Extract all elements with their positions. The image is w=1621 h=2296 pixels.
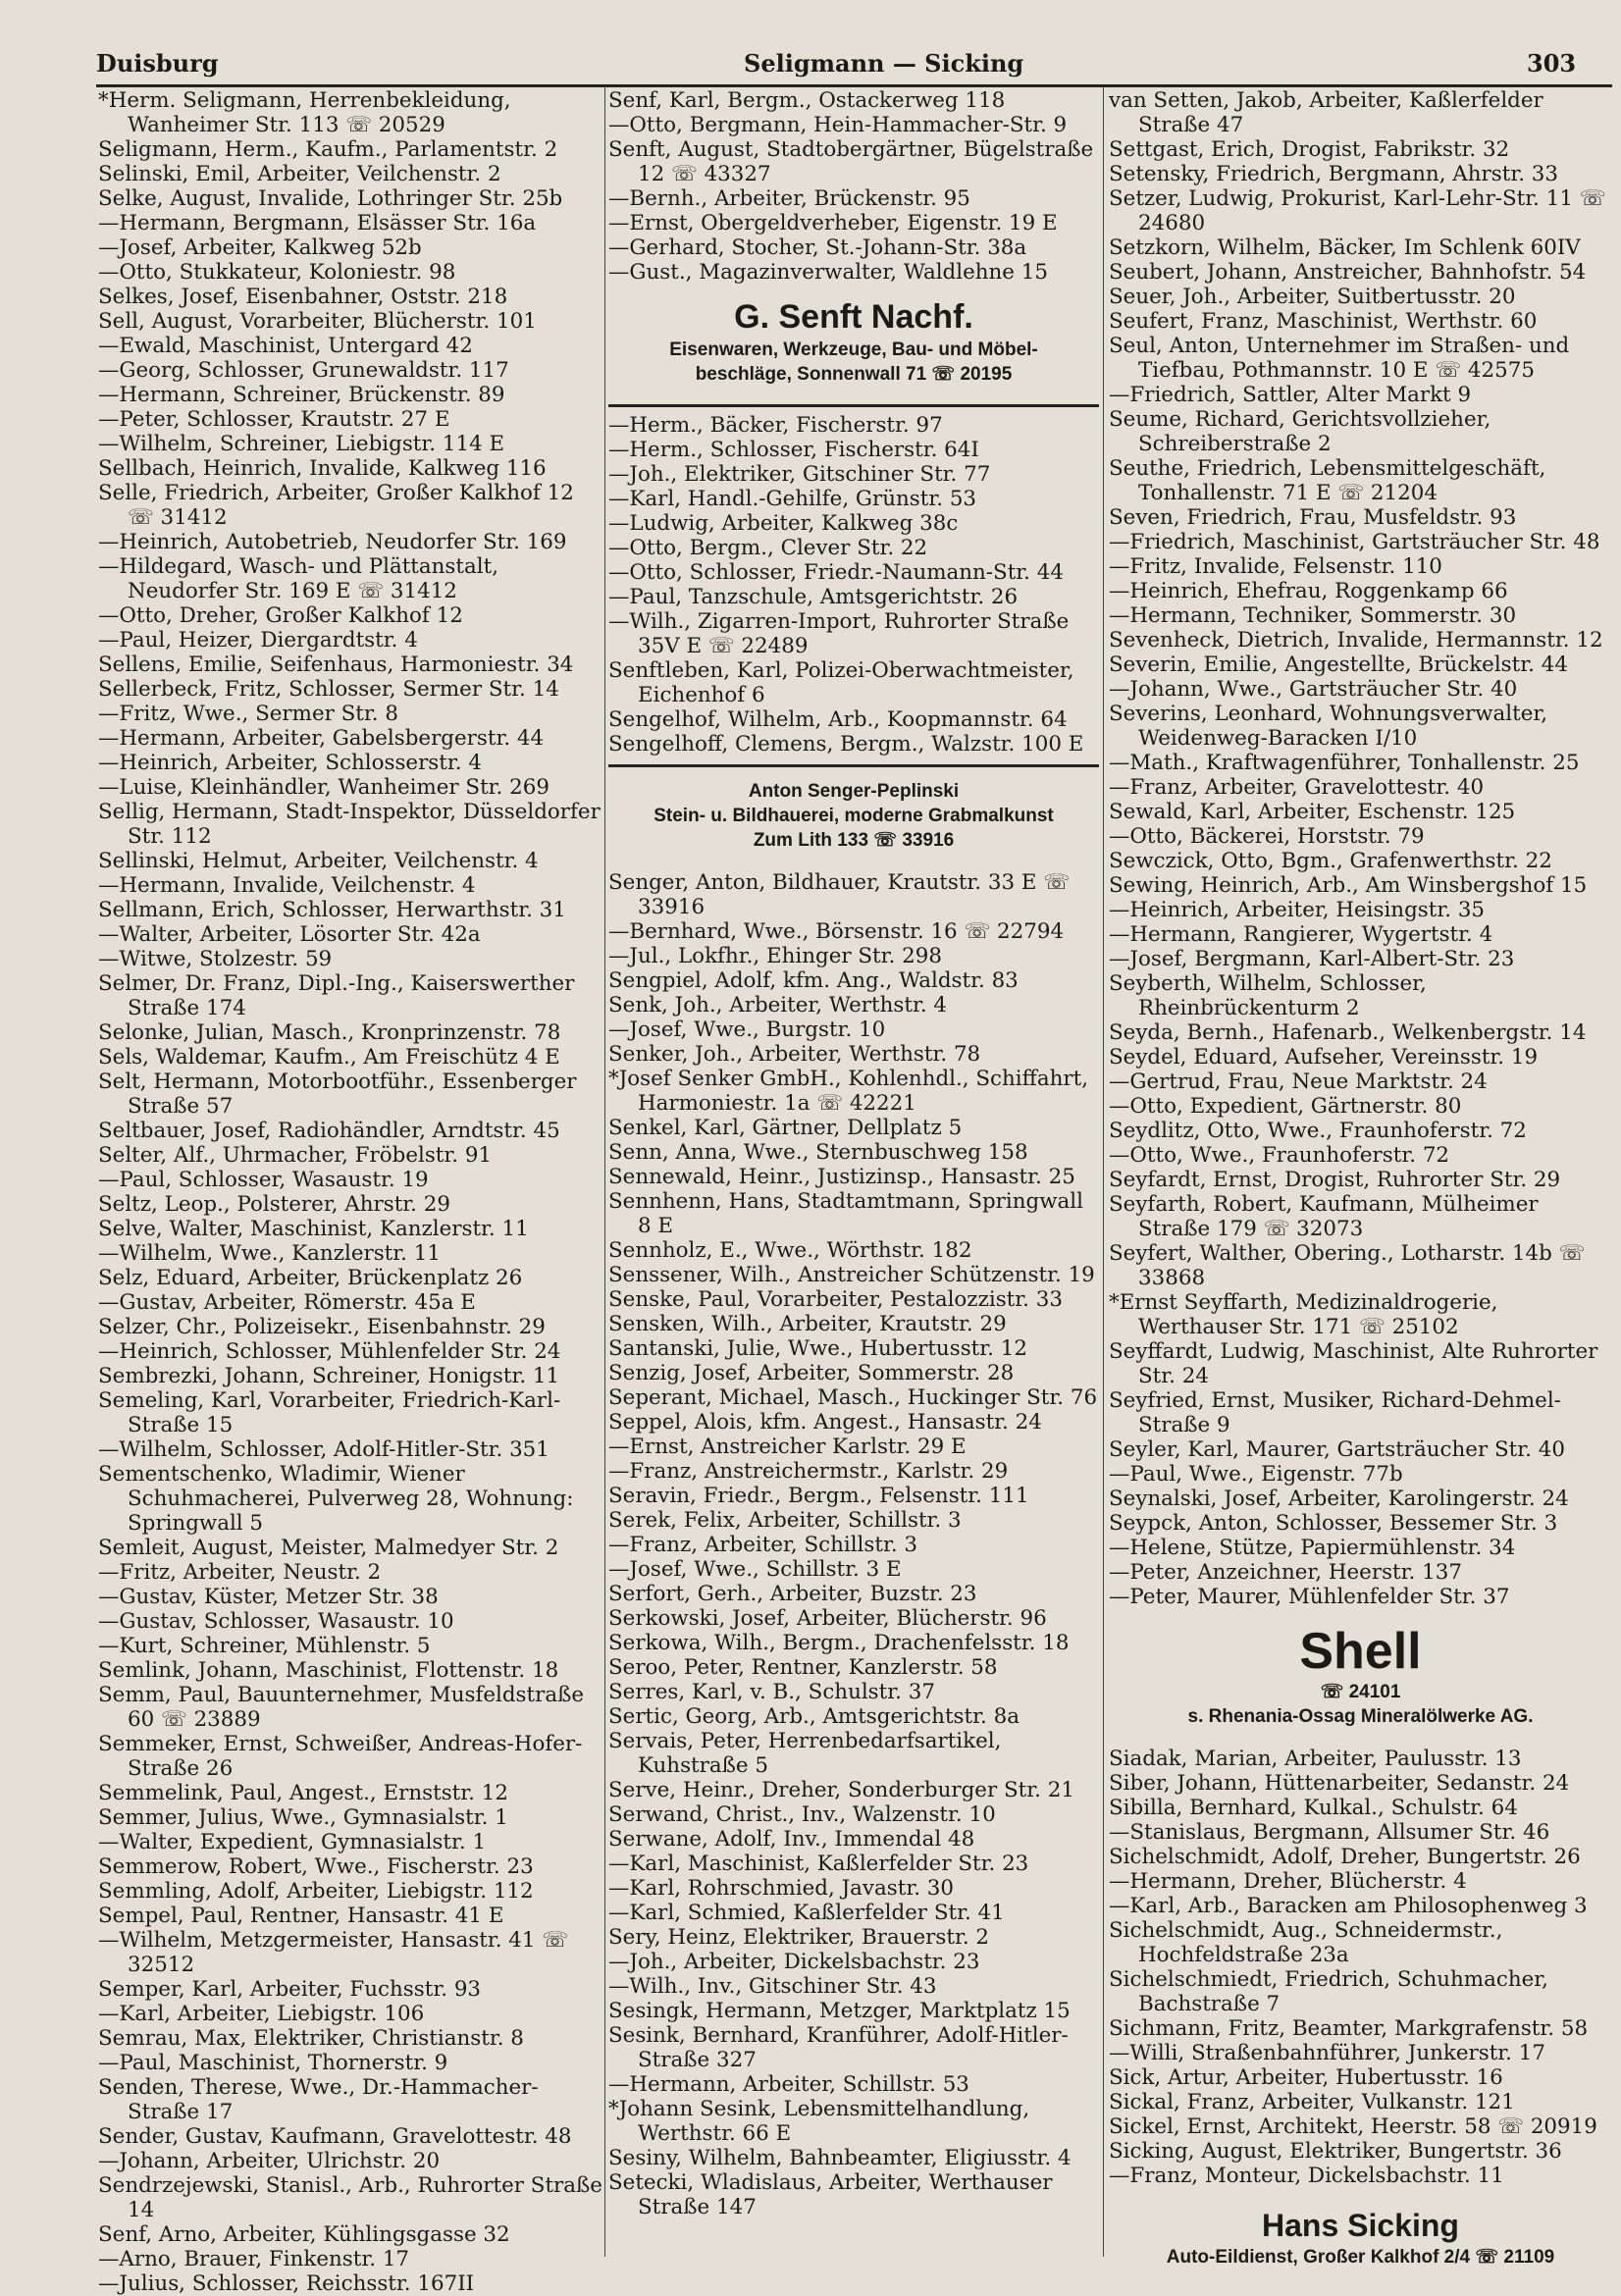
directory-entry: Severin, Emilie, Angestellte, Brückelstr. 44	[1109, 652, 1568, 677]
directory-entry: —Math., Kraftwagenführer, Tonhallenstr. 25	[1109, 751, 1580, 775]
header-range: Seligmann — Sicking	[744, 49, 1024, 78]
ad-senger-line1: Stein- u. Bildhauerei, moderne Grabmalkunst	[654, 806, 1054, 826]
directory-entry: Seynalski, Josef, Arbeiter, Karolingerstr. 24	[1109, 1487, 1569, 1511]
directory-entry: —Otto, Stukkateur, Koloniestr. 98	[98, 260, 456, 285]
header-city: Duisburg	[96, 49, 219, 78]
directory-entry: —Wilh., Zigarren-Import, Ruhrorter Straße 35V E ☏ 22489	[608, 609, 1070, 658]
directory-entry: Selle, Friedrich, Arbeiter, Großer Kalkhof 12 ☏ 31412	[98, 481, 574, 530]
directory-entry: Senft, August, Stadtobergärtner, Bügelstraße 12 ☏ 43327	[608, 137, 1094, 186]
directory-entry: Seravin, Friedr., Bergm., Felsenstr. 111	[608, 1484, 1029, 1508]
directory-entry: —Franz, Arbeiter, Gravelottestr. 40	[1109, 775, 1485, 800]
directory-entry: *Ernst Seyffarth, Medizinaldrogerie, Werthauser Str. 171 ☏ 25102	[1109, 1290, 1498, 1339]
directory-entry: Sewald, Karl, Arbeiter, Eschenstr. 125	[1109, 800, 1516, 824]
directory-entry: —Friedrich, Sattler, Alter Markt 9	[1109, 383, 1472, 407]
directory-entry: —Ewald, Maschinist, Untergard 42	[98, 334, 473, 358]
column-1	[98, 88, 606, 2296]
entry-list	[1109, 1747, 1612, 2188]
ad-sicking	[1109, 2206, 1612, 2270]
ad-senft	[608, 296, 1099, 387]
directory-entry: Senn, Anna, Wwe., Sternbuschweg 158	[608, 1140, 1028, 1165]
directory-entry: Setecki, Wladislaus, Arbeiter, Werthauser Straße 147	[608, 2170, 1053, 2219]
directory-entry: Sickel, Ernst, Architekt, Heerstr. 58 ☏ 20919	[1109, 2114, 1597, 2139]
directory-entry: —Ludwig, Arbeiter, Kalkweg 38c	[608, 511, 959, 536]
ad-sicking-line: Auto-Eildienst, Großer Kalkhof 2/4 ☏ 21109	[1166, 2247, 1555, 2268]
entry-list	[608, 88, 1099, 285]
ad-shell-line: s. Rhenania-Ossag Mineralölwerke AG.	[1187, 1706, 1534, 1727]
directory-entry: Seydlitz, Otto, Wwe., Fraunhoferstr. 72	[1109, 1119, 1527, 1143]
directory-entry: —Julius, Schlosser, Reichsstr. 167II	[98, 2271, 475, 2296]
ad-senger	[608, 779, 1099, 853]
directory-entry: Sery, Heinz, Elektriker, Brauerstr. 2	[608, 1925, 990, 1950]
directory-entry: Serkowski, Josef, Arbeiter, Blücherstr. 96	[608, 1606, 1047, 1631]
directory-entry: *Herm. Seligmann, Herrenbekleidung, Wanheimer Str. 113 ☏ 20529	[98, 88, 511, 137]
directory-entry: Setzer, Ludwig, Prokurist, Karl-Lehr-Str. 11 ☏ 24680	[1109, 186, 1606, 235]
directory-entry: —Heinrich, Arbeiter, Schlosserstr. 4	[98, 751, 482, 775]
directory-entry: —Gertrud, Frau, Neue Marktstr. 24	[1109, 1070, 1488, 1094]
directory-entry: —Joh., Arbeiter, Dickelsbachstr. 23	[608, 1950, 980, 1974]
directory-entry: Selter, Alf., Uhrmacher, Fröbelstr. 91	[98, 1143, 493, 1168]
directory-entry: —Hermann, Arbeiter, Schillstr. 53	[608, 2072, 969, 2097]
directory-entry: Seyffardt, Ludwig, Maschinist, Alte Ruhrorter Str. 24	[1109, 1339, 1598, 1388]
directory-entry: —Gustav, Arbeiter, Römerstr. 45a E	[98, 1290, 476, 1315]
directory-entry: Servais, Peter, Herrenbedarfsartikel, Kuhstraße 5	[608, 1729, 1002, 1778]
directory-entry: Seyberth, Wilhelm, Schlosser, Rheinbrückenturm 2	[1109, 971, 1427, 1020]
directory-entry: —Johann, Arbeiter, Ulrichstr. 20	[98, 2149, 441, 2173]
directory-entry: Sertic, Georg, Arb., Amtsgerichtstr. 8a	[608, 1704, 1020, 1729]
directory-entry: —Fritz, Invalide, Felsenstr. 110	[1109, 554, 1442, 579]
directory-entry: —Otto, Dreher, Großer Kalkhof 12	[98, 603, 463, 628]
directory-entry: —Ernst, Obergeldverheber, Eigenstr. 19 E	[608, 211, 1058, 235]
ad-senft-line2: beschläge, Sonnenwall 71 ☏ 20195	[695, 364, 1013, 385]
directory-entry: —Franz, Arbeiter, Schillstr. 3	[608, 1533, 918, 1557]
directory-entry: Sennewald, Heinr., Justizinsp., Hansastr. 25	[608, 1165, 1075, 1189]
directory-entry: —Wilhelm, Metzgermeister, Hansastr. 41 ☏ 32512	[98, 1928, 569, 1977]
directory-entry: Senf, Arno, Arbeiter, Kühlingsgasse 32	[98, 2222, 510, 2247]
ad-senft-line1: Eisenwaren, Werkzeuge, Bau- und Möbel-	[669, 339, 1038, 360]
directory-entry: Seroo, Peter, Rentner, Kanzlerstr. 58	[608, 1655, 998, 1680]
directory-entry: —Fritz, Wwe., Sermer Str. 8	[98, 702, 398, 726]
directory-entry: Serek, Felix, Arbeiter, Schillstr. 3	[608, 1508, 962, 1533]
directory-entry: Sendrzejewski, Stanisl., Arb., Ruhrorter Straße 14	[98, 2173, 602, 2222]
directory-entry: Seppel, Alois, kfm. Angest., Hansastr. 24	[608, 1410, 1042, 1435]
directory-entry: —Hermann, Dreher, Blücherstr. 4	[1109, 1869, 1467, 1894]
directory-entry: Sewczick, Otto, Bgm., Grafenwerthstr. 22	[1109, 849, 1552, 873]
directory-entry: Serfort, Gerh., Arbeiter, Buzstr. 23	[608, 1582, 977, 1606]
directory-entry: —Georg, Schlosser, Grunewaldstr. 117	[98, 358, 509, 383]
shell-logo-text: Shell	[1299, 1623, 1422, 1680]
directory-entry: —Paul, Schlosser, Wasaustr. 19	[98, 1168, 429, 1192]
directory-entry: Seyfried, Ernst, Musiker, Richard-Dehmel-Straße 9	[1109, 1388, 1561, 1437]
directory-entry: —Josef, Wwe., Schillstr. 3 E	[608, 1557, 902, 1582]
directory-entry: Serwand, Christ., Inv., Walzenstr. 10	[608, 1802, 996, 1827]
directory-entry: Sichmann, Fritz, Beamter, Markgrafenstr. 58	[1109, 2016, 1589, 2041]
directory-entry: —Heinrich, Schlosser, Mühlenfelder Str. 24	[98, 1339, 561, 1364]
directory-entry: Semm, Paul, Bauunternehmer, Musfeldstraße 60 ☏ 23889	[98, 1683, 585, 1732]
directory-entry: —Heinrich, Autobetrieb, Neudorfer Str. 169	[98, 530, 567, 554]
directory-entry: Seperant, Michael, Masch., Huckinger Str. 76	[608, 1385, 1098, 1410]
directory-entry: Seltz, Leop., Polsterer, Ahrstr. 29	[98, 1192, 451, 1217]
ad-divider	[608, 404, 1099, 407]
directory-entry: —Luise, Kleinhändler, Wanheimer Str. 269	[98, 775, 549, 800]
directory-entry: —Ernst, Anstreicher Karlstr. 29 E	[608, 1435, 967, 1459]
directory-entry: Sichelschmidt, Adolf, Dreher, Bungertstr. 26	[1109, 1845, 1581, 1869]
directory-entry: Selve, Walter, Maschinist, Kanzlerstr. 11	[98, 1217, 529, 1241]
header-rule	[96, 84, 1612, 87]
directory-entry: Setensky, Friedrich, Bergmann, Ahrstr. 33	[1109, 162, 1559, 186]
directory-entry: —Otto, Wwe., Fraunhoferstr. 72	[1109, 1143, 1450, 1168]
directory-entry: —Willi, Straßenbahnführer, Junkerstr. 17	[1109, 2041, 1545, 2065]
directory-entry: —Helene, Stütze, Papiermühlenstr. 34	[1109, 1536, 1516, 1560]
directory-entry: —Karl, Arbeiter, Liebigstr. 106	[98, 2002, 425, 2026]
directory-entry: —Paul, Wwe., Eigenstr. 77b	[1109, 1462, 1403, 1487]
directory-entry: —Herm., Bäcker, Fischerstr. 97	[608, 413, 943, 438]
directory-entry: —Franz, Monteur, Dickelsbachstr. 11	[1109, 2164, 1504, 2188]
directory-entry: Sibilla, Bernhard, Kulkal., Schulstr. 64	[1109, 1796, 1518, 1820]
directory-entry: Serve, Heinr., Dreher, Sonderburger Str. 21	[608, 1778, 1074, 1802]
directory-entry: —Hermann, Arbeiter, Gabelsbergerstr. 44	[98, 726, 545, 751]
directory-entry: Siber, Johann, Hüttenarbeiter, Sedanstr. 24	[1109, 1771, 1570, 1796]
directory-entry: Sell, August, Vorarbeiter, Blücherstr. 101	[98, 309, 537, 334]
directory-entry: —Karl, Maschinist, Kaßlerfelder Str. 23	[608, 1852, 1029, 1876]
directory-entry: —Hermann, Rangierer, Wygertstr. 4	[1109, 922, 1493, 947]
directory-entry: Senger, Anton, Bildhauer, Krautstr. 33 E ☏ 33916	[608, 870, 1071, 919]
directory-entry: —Joh., Elektriker, Gitschiner Str. 77	[608, 462, 991, 487]
directory-entry: Sensken, Wilh., Arbeiter, Krautstr. 29	[608, 1312, 1007, 1336]
ad-senger-line2: Zum Lith 133 ☏ 33916	[753, 830, 955, 851]
directory-entry: Sennhenn, Hans, Stadtamtmann, Springwall 8 E	[608, 1189, 1083, 1238]
directory-entry: —Bernhard, Wwe., Börsenstr. 16 ☏ 22794	[608, 919, 1065, 944]
directory-entry: Serwane, Adolf, Inv., Immendal 48	[608, 1827, 975, 1852]
directory-entry: Semmling, Adolf, Arbeiter, Liebigstr. 112	[98, 1879, 534, 1904]
directory-entry: Seypck, Anton, Schlosser, Bessemer Str. 3	[1109, 1511, 1558, 1536]
directory-entry: —Gustav, Küster, Metzer Str. 38	[98, 1585, 439, 1609]
directory-entry: Semper, Karl, Arbeiter, Fuchsstr. 93	[98, 1977, 482, 2002]
directory-entry: Senske, Paul, Vorarbeiter, Pestalozzistr. 33	[608, 1287, 1063, 1312]
directory-entry: Selkes, Josef, Eisenbahner, Oststr. 218	[98, 285, 508, 309]
directory-entry: Selonke, Julian, Masch., Kronprinzenstr. 78	[98, 1020, 561, 1045]
directory-entry: Sempel, Paul, Rentner, Hansastr. 41 E	[98, 1904, 504, 1928]
directory-entry: Sellmann, Erich, Schlosser, Herwarthstr. 31	[98, 898, 566, 922]
directory-entry: Semleit, August, Meister, Malmedyer Str. 2	[98, 1536, 559, 1560]
directory-entry: Senf, Karl, Bergm., Ostackerweg 118	[608, 88, 1006, 113]
directory-entry: Sichelschmiedt, Friedrich, Schuhmacher, Bachstraße 7	[1109, 1967, 1548, 2016]
directory-entry: —Johann, Wwe., Gartsträucher Str. 40	[1109, 677, 1518, 702]
ad-shell	[1109, 1623, 1612, 1729]
directory-entry: —Peter, Anzeichner, Heerstr. 137	[1109, 1560, 1462, 1585]
directory-entry: Severins, Leonhard, Wohnungsverwalter, Weidenweg-Baracken I/10	[1109, 702, 1548, 751]
directory-entry: Seume, Richard, Gerichtsvollzieher, Schreiberstraße 2	[1109, 407, 1491, 456]
directory-entry: Seul, Anton, Unternehmer im Straßen- und Tiefbau, Pothmannstr. 10 E ☏ 42575	[1109, 334, 1570, 383]
directory-entry: Senden, Therese, Wwe., Dr.-Hammacher-Straße 17	[98, 2075, 539, 2124]
directory-entry: —Wilhelm, Schreiner, Liebigstr. 114 E	[98, 432, 505, 456]
directory-entry: Sementschenko, Wladimir, Wiener Schuhmacherei, Pulverweg 28, Wohnung: Springwall 5	[98, 1462, 574, 1536]
directory-entry: —Paul, Heizer, Diergardtstr. 4	[98, 628, 418, 652]
directory-entry: —Karl, Handl.-Gehilfe, Grünstr. 53	[608, 487, 977, 511]
directory-entry: —Wilhelm, Schlosser, Adolf-Hitler-Str. 351	[98, 1437, 549, 1462]
directory-entry: Semmelink, Paul, Angest., Ernststr. 12	[98, 1781, 508, 1805]
directory-entry: Sembrezki, Johann, Schreiner, Honigstr. 11	[98, 1364, 560, 1388]
directory-entry: Sellinski, Helmut, Arbeiter, Veilchenstr. 4	[98, 849, 539, 873]
directory-entry: —Karl, Rohrschmied, Javastr. 30	[608, 1876, 955, 1901]
directory-entry: Senftleben, Karl, Polizei-Oberwachtmeister, Eichenhof 6	[608, 658, 1074, 707]
directory-entry: —Walter, Arbeiter, Lösorter Str. 42a	[98, 922, 481, 947]
directory-entry: Seven, Friedrich, Frau, Musfeldstr. 93	[1109, 505, 1517, 530]
directory-entry: Seltbauer, Josef, Radiohändler, Arndtstr. 45	[98, 1119, 560, 1143]
directory-entry: Seuthe, Friedrich, Lebensmittelgeschäft, Tonhallenstr. 71 E ☏ 21204	[1109, 456, 1546, 505]
ad-senft-name: G. Senft Nachf.	[734, 298, 973, 336]
directory-entry: —Heinrich, Arbeiter, Heisingstr. 35	[1109, 898, 1486, 922]
directory-entry: *Josef Senker GmbH., Kohlenhdl., Schiffahrt, Harmoniestr. 1a ☏ 42221	[608, 1067, 1088, 1116]
directory-entry: —Peter, Schlosser, Krautstr. 27 E	[98, 407, 450, 432]
entry-list	[1109, 88, 1612, 1609]
directory-entry: Seligmann, Herm., Kaufm., Parlamentstr. 2	[98, 137, 558, 162]
directory-entry: Seuer, Joh., Arbeiter, Suitbertusstr. 20	[1109, 285, 1516, 309]
entry-list	[98, 88, 606, 2296]
directory-entry: —Franz, Anstreichermstr., Karlstr. 29	[608, 1459, 1009, 1484]
directory-entry: —Otto, Expedient, Gärtnerstr. 80	[1109, 1094, 1462, 1119]
directory-entry: —Karl, Arb., Baracken am Philosophenweg 3	[1109, 1894, 1588, 1918]
directory-entry: Seyfert, Walther, Obering., Lotharstr. 14b ☏ 33868	[1109, 1241, 1586, 1290]
entry-list	[608, 870, 1099, 2219]
directory-entry: Settgast, Erich, Drogist, Fabrikstr. 32	[1109, 137, 1510, 162]
directory-entry: —Karl, Schmied, Kaßlerfelder Str. 41	[608, 1901, 1005, 1925]
directory-entry: —Hermann, Bergmann, Elsässer Str. 16a	[98, 211, 537, 235]
directory-entry: —Fritz, Arbeiter, Neustr. 2	[98, 1560, 382, 1585]
directory-entry: —Otto, Bäckerei, Horststr. 79	[1109, 824, 1425, 849]
directory-entry: —Otto, Schlosser, Friedr.-Naumann-Str. 44	[608, 560, 1064, 585]
directory-entry: Sesiny, Wilhelm, Bahnbeamter, Eligiusstr. 4	[608, 2146, 1072, 2170]
directory-entry: Seydel, Eduard, Aufseher, Vereinsstr. 19	[1109, 1045, 1539, 1070]
directory-entry: Sender, Gustav, Kaufmann, Gravelottestr. 48	[98, 2124, 572, 2149]
directory-entry: —Josef, Bergmann, Karl-Albert-Str. 23	[1109, 947, 1515, 971]
directory-entry: Senk, Joh., Arbeiter, Werthstr. 4	[608, 993, 948, 1018]
directory-entry: Semeling, Karl, Vorarbeiter, Friedrich-Karl-Straße 15	[98, 1388, 561, 1437]
directory-entry: Seubert, Johann, Anstreicher, Bahnhofstr. 54	[1109, 260, 1587, 285]
directory-entry: —Wilhelm, Wwe., Kanzlerstr. 11	[98, 1241, 441, 1266]
directory-entry: Sellig, Hermann, Stadt-Inspektor, Düsseldorfer Str. 112	[98, 800, 601, 849]
directory-entry: —Gerhard, Stocher, St.-Johann-Str. 38a	[608, 235, 1027, 260]
ad-sicking-name: Hans Sicking	[1262, 2208, 1459, 2243]
directory-entry: —Bernh., Arbeiter, Brückenstr. 95	[608, 186, 970, 211]
directory-entry: Selzer, Chr., Polizeisekr., Eisenbahnstr. 29	[98, 1315, 546, 1339]
directory-entry: Selz, Eduard, Arbeiter, Brückenplatz 26	[98, 1266, 523, 1290]
directory-entry: —Stanislaus, Bergmann, Allsumer Str. 46	[1109, 1820, 1550, 1845]
column-2	[608, 88, 1099, 2257]
directory-entry: —Walter, Expedient, Gymnasialstr. 1	[98, 1830, 487, 1854]
directory-entry: Selmer, Dr. Franz, Dipl.-Ing., Kaiserswerther Straße 174	[98, 971, 575, 1020]
ad-senger-name: Anton Senger-Peplinski	[748, 781, 960, 802]
running-header	[96, 49, 1577, 84]
column-3	[1109, 88, 1612, 2268]
directory-entry: Sichelschmidt, Aug., Schneidermstr., Hochfeldstraße 23a	[1109, 1918, 1503, 1967]
directory-entry: —Jul., Lokfhr., Ehinger Str. 298	[608, 944, 942, 968]
directory-entry: —Friedrich, Maschinist, Gartsträucher Str. 48	[1109, 530, 1600, 554]
directory-entry: —Gust., Magazinverwalter, Waldlehne 15	[608, 260, 1048, 285]
directory-entry: —Gustav, Schlosser, Wasaustr. 10	[98, 1609, 454, 1634]
ad-shell-phone: ☏ 24101	[1320, 1682, 1401, 1702]
directory-entry: Selt, Hermann, Motorbootführ., Essenberger Straße 57	[98, 1070, 577, 1119]
directory-entry: —Otto, Bergm., Clever Str. 22	[608, 536, 928, 560]
directory-entry: —Arno, Brauer, Finkenstr. 17	[98, 2247, 410, 2271]
directory-entry: —Otto, Bergmann, Hein-Hammacher-Str. 9	[608, 113, 1068, 137]
directory-entry: Semlink, Johann, Maschinist, Flottenstr. 18	[98, 1658, 559, 1683]
directory-entry: —Hermann, Schreiner, Brückenstr. 89	[98, 383, 505, 407]
directory-entry: —Paul, Maschinist, Thornerstr. 9	[98, 2051, 448, 2075]
directory-entry: van Setten, Jakob, Arbeiter, Kaßlerfelder Straße 47	[1109, 88, 1543, 137]
directory-entry: Sesingk, Hermann, Metzger, Marktplatz 15	[608, 1999, 1071, 2023]
directory-entry: Semmerow, Robert, Wwe., Fischerstr. 23	[98, 1854, 534, 1879]
column-divider	[1103, 86, 1104, 2257]
directory-entry: Setzkorn, Wilhelm, Bäcker, Im Schlenk 60IV	[1109, 235, 1581, 260]
directory-entry: Sengpiel, Adolf, kfm. Ang., Waldstr. 83	[608, 968, 1019, 993]
directory-entry: Sennholz, E., Wwe., Wörthstr. 182	[608, 1238, 972, 1263]
directory-entry: Seyfardt, Ernst, Drogist, Ruhrorter Str. 29	[1109, 1168, 1561, 1192]
directory-entry: Sengelhof, Wilhelm, Arb., Koopmannstr. 64	[608, 707, 1068, 732]
directory-entry: Senker, Joh., Arbeiter, Werthstr. 78	[608, 1042, 981, 1067]
directory-entry: Sicking, August, Elektriker, Bungertstr. 36	[1109, 2139, 1562, 2164]
directory-entry: Sels, Waldemar, Kaufm., Am Freischütz 4 E	[98, 1045, 560, 1070]
directory-entry: Serres, Karl, v. B., Schulstr. 37	[608, 1680, 935, 1704]
directory-entry: Seyler, Karl, Maurer, Gartsträucher Str. 40	[1109, 1437, 1565, 1462]
directory-entry: —Kurt, Schreiner, Mühlenstr. 5	[98, 1634, 431, 1658]
directory-entry: Sevenheck, Dietrich, Invalide, Hermannstr. 12	[1109, 628, 1603, 652]
directory-entry: Seufert, Franz, Maschinist, Werthstr. 60	[1109, 309, 1538, 334]
directory-entry: Selke, August, Invalide, Lothringer Str. 25b	[98, 186, 563, 211]
directory-entry: Semrau, Max, Elektriker, Christianstr. 8	[98, 2026, 524, 2051]
directory-entry: Seyfarth, Robert, Kaufmann, Mülheimer Straße 179 ☏ 32073	[1109, 1192, 1539, 1241]
page-number: 303	[1527, 49, 1577, 78]
directory-entry: Senzig, Josef, Arbeiter, Sommerstr. 28	[608, 1361, 1015, 1385]
directory-entry: —Wilh., Inv., Gitschiner Str. 43	[608, 1974, 937, 1999]
directory-entry: —Paul, Tanzschule, Amtsgerichtstr. 26	[608, 585, 1019, 609]
directory-entry: —Hermann, Techniker, Sommerstr. 30	[1109, 603, 1517, 628]
directory-entry: Sengelhoff, Clemens, Bergm., Walzstr. 100 E	[608, 732, 1084, 757]
directory-entry: —Josef, Wwe., Burgstr. 10	[608, 1018, 886, 1042]
directory-entry: Semmer, Julius, Wwe., Gymnasialstr. 1	[98, 1805, 508, 1830]
directory-entry: Senkel, Karl, Gärtner, Dellplatz 5	[608, 1116, 963, 1140]
directory-entry: Semmeker, Ernst, Schweißer, Andreas-Hofer-Straße 26	[98, 1732, 583, 1781]
directory-entry: Sewing, Heinrich, Arb., Am Winsbergshof 15	[1109, 873, 1588, 898]
entry-list	[608, 413, 1099, 757]
directory-entry: —Hermann, Invalide, Veilchenstr. 4	[98, 873, 476, 898]
directory-entry: Sellerbeck, Fritz, Schlosser, Sermer Str. 14	[98, 677, 559, 702]
directory-entry: *Johann Sesink, Lebensmittelhandlung, Werthstr. 66 E	[608, 2097, 1030, 2146]
directory-entry: Sickal, Franz, Arbeiter, Vulkanstr. 121	[1109, 2090, 1515, 2114]
ad-divider	[608, 764, 1099, 767]
directory-entry: Sellens, Emilie, Seifenhaus, Harmoniestr. 34	[98, 652, 574, 677]
directory-entry: Seyda, Bernh., Hafenarb., Welkenbergstr. 14	[1109, 1020, 1587, 1045]
directory-entry: Senssener, Wilh., Anstreicher Schützenstr. 19	[608, 1263, 1095, 1287]
directory-entry: —Peter, Maurer, Mühlenfelder Str. 37	[1109, 1585, 1510, 1609]
directory-entry: —Josef, Arbeiter, Kalkweg 52b	[98, 235, 422, 260]
directory-entry: —Hildegard, Wasch- und Plättanstalt, Neudorfer Str. 169 E ☏ 31412	[98, 554, 498, 603]
directory-entry: —Witwe, Stolzestr. 59	[98, 947, 333, 971]
directory-entry: Santanski, Julie, Wwe., Hubertusstr. 12	[608, 1336, 1027, 1361]
directory-entry: Selinski, Emil, Arbeiter, Veilchenstr. 2	[98, 162, 501, 186]
directory-entry: Sesink, Bernhard, Kranführer, Adolf-Hitler-Straße 327	[608, 2023, 1069, 2072]
directory-entry: Sellbach, Heinrich, Invalide, Kalkweg 116	[98, 456, 547, 481]
directory-entry: —Heinrich, Ehefrau, Roggenkamp 66	[1109, 579, 1508, 603]
directory-entry: Siadak, Marian, Arbeiter, Paulusstr. 13	[1109, 1747, 1522, 1771]
directory-entry: —Herm., Schlosser, Fischerstr. 64I	[608, 438, 979, 462]
directory-entry: Serkowa, Wilh., Bergm., Drachenfelsstr. 18	[608, 1631, 1070, 1655]
directory-entry: Sick, Artur, Arbeiter, Hubertusstr. 16	[1109, 2065, 1503, 2090]
